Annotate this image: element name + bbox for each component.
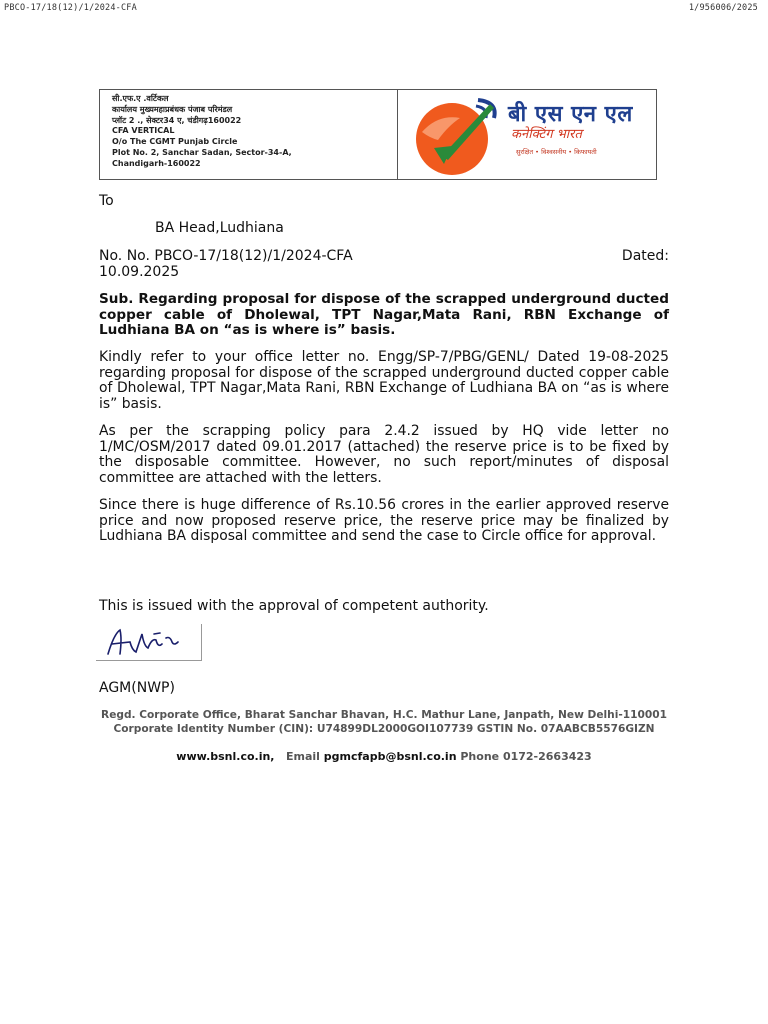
- paragraph-2: As per the scrapping policy para 2.4.2 issued by HQ vide letter no 1/MC/OSM/2017 dated 09.01.2017 (attached) the reserve price is to be fixed by the disposable committee. However, no such report/minutes of disposal committee are attached with the letters.: [99, 423, 669, 486]
- letter-date: 10.09.2025: [99, 263, 180, 280]
- reference-block: [99, 249, 669, 280]
- reference-number: No. No. PBCO-17/18(12)/1/2024-CFA: [99, 248, 353, 264]
- subject-line: Sub. Regarding proposal for dispose of the scrapped underground ducted copper cable of Dholewal, TPT Nagar,Mata Rani, RBN Exchange of Ludhiana BA on “as is where is” basis.: [99, 291, 669, 338]
- header-doc-id: 1/956006/2025: [688, 3, 758, 13]
- signature: [96, 624, 202, 661]
- footer-email-label: Email: [285, 750, 320, 763]
- to-label: To: [99, 193, 114, 209]
- letterhead: [99, 89, 657, 180]
- letterhead-address: [100, 90, 398, 179]
- bsnl-logo-icon: [408, 92, 503, 178]
- eng-line-2: O/o The CGMT Punjab Circle: [112, 137, 238, 147]
- designation: AGM(NWP): [99, 680, 175, 696]
- eng-line-1: CFA VERTICAL: [112, 126, 175, 136]
- brand-block: [398, 90, 656, 179]
- header-ref-code: PBCO-17/18(12)/1/2024-CFA: [4, 3, 137, 13]
- paragraph-3: Since there is huge difference of Rs.10.56 crores in the earlier approved reserve price and now proposed reserve price, the reserve price may be finalized by Ludhiana BA disposal committee and send the case to Circle office for approval.: [99, 497, 669, 544]
- hindi-line-1: सी.एफ.ए .वर्टिकल: [112, 94, 169, 103]
- eng-line-3: Plot No. 2, Sanchar Sadan, Sector-34-A,: [112, 147, 292, 157]
- hindi-line-3: प्लॉट 2 ., सेक्टर34 ए, चंडीगढ़160022: [112, 115, 242, 125]
- paragraph-1: Kindly refer to your office letter no. Engg/SP-7/PBG/GENL/ Dated 19-08-2025 regarding proposal for dispose of the scrapped underground ducted copper cable of Dholewal, TPT Nagar,Mata Rani, RBN Exchange of Ludhiana BA on “as is where is” basis.: [99, 349, 669, 412]
- dated-label: Dated:: [621, 248, 669, 264]
- approval-note: This is issued with the approval of competent authority.: [99, 598, 489, 614]
- footer-website[interactable]: www.bsnl.co.in,: [176, 750, 275, 763]
- footer-email[interactable]: pgmcfapb@bsnl.co.in: [323, 750, 457, 763]
- footer-office: Regd. Corporate Office, Bharat Sanchar Bhavan, H.C. Mathur Lane, Janpath, New Delhi-110001 Corporate Identity Number (CIN): U74899DL2000GOI107739 GSTIN No. 07AABCB5576GIZN: [101, 709, 667, 735]
- eng-line-4: Chandigarh-160022: [112, 158, 201, 168]
- hindi-line-2: कार्यालय मुख्यमहाप्रबंधक पंजाब परिमंडल: [112, 104, 233, 114]
- brand-name-hindi: बी एस एन एल: [508, 102, 633, 127]
- signature-scribble-icon: [96, 624, 201, 660]
- brand-motto: सुरक्षित • विश्वसनीय • किफायती: [516, 148, 597, 156]
- addressee: BA Head,Ludhiana: [155, 220, 284, 236]
- footer-contact: [99, 750, 669, 763]
- footer-phone: Phone 0172-2663423: [460, 750, 592, 763]
- brand-tagline: कनेक्टिंग भारत: [511, 127, 582, 142]
